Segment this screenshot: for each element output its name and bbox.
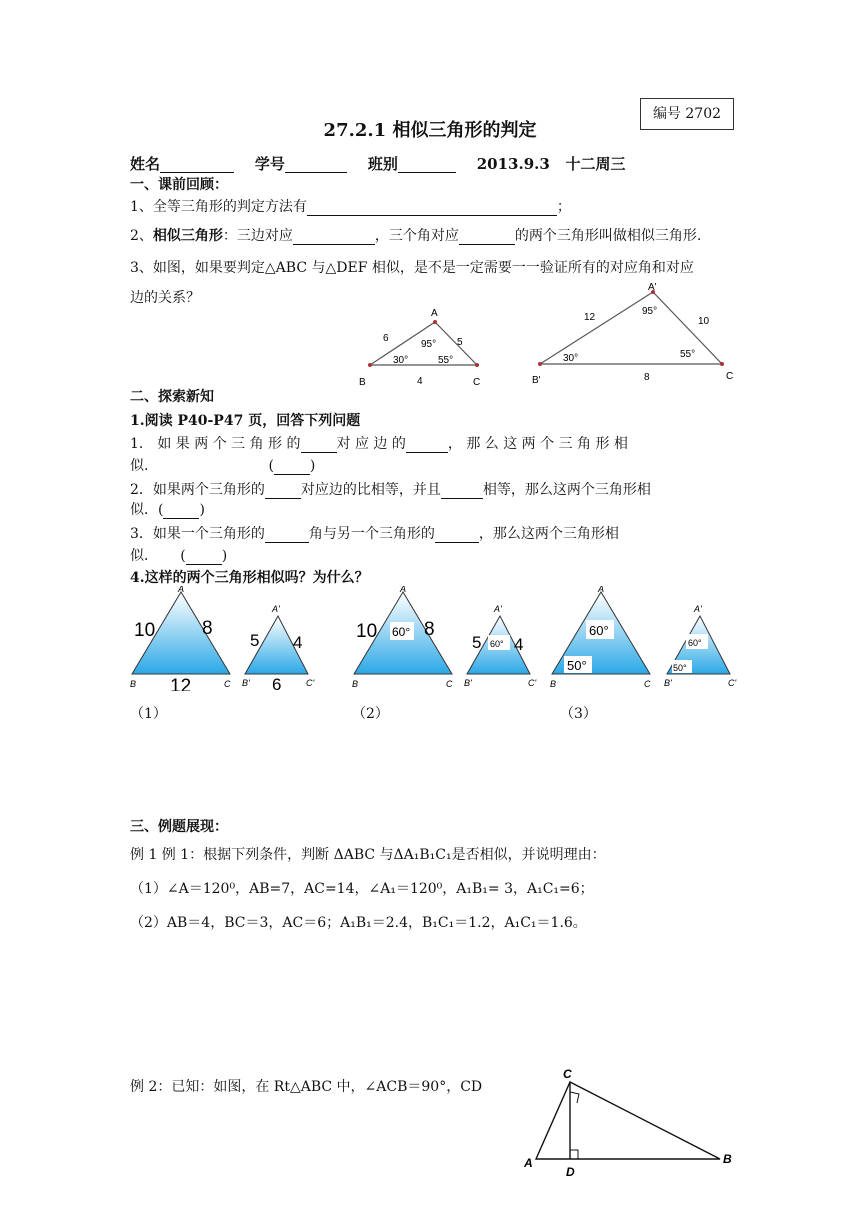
pair-3-small-triangle — [662, 602, 744, 694]
svg-text:8: 8 — [202, 618, 213, 639]
caption-2: （2） — [352, 706, 389, 722]
svg-text:C': C' — [528, 678, 537, 688]
svg-text:60°: 60° — [688, 638, 702, 648]
svg-text:5: 5 — [472, 633, 482, 652]
svg-text:55°: 55° — [438, 355, 454, 366]
svg-text:C': C' — [306, 678, 315, 688]
explore-question-1: 1． 如 果 两 个 三 角 形 的 对 应 边 的 ， 那 么 这 两 个 三 角 形 相 — [130, 436, 628, 452]
svg-text:B: B — [130, 679, 137, 689]
svg-text:60°: 60° — [392, 625, 411, 639]
explore-question-3: 3．如果一个三角形的 角与另一个三角形的 ，那么这两个三角形相 — [130, 526, 619, 542]
example-2-statement: 例 2：已知：如图，在 Rt△ABC 中，∠ACB＝90°，CD — [130, 1079, 483, 1095]
caption-1: （1） — [130, 706, 167, 722]
svg-text:12: 12 — [170, 676, 192, 691]
svg-text:60°: 60° — [589, 623, 609, 638]
pair-3-large-triangle — [548, 586, 658, 691]
svg-text:B: B — [352, 679, 359, 689]
svg-text:4: 4 — [293, 633, 303, 652]
explore-question-2: 2．如果两个三角形的 对应边的比相等，并且 相等，那么这两个三角形相 — [130, 482, 651, 498]
svg-text:A: A — [400, 586, 407, 594]
svg-text:B: B — [723, 1152, 732, 1166]
svg-text:A': A' — [494, 604, 502, 614]
svg-text:8: 8 — [644, 372, 650, 383]
svg-text:C: C — [446, 679, 453, 689]
svg-text:12: 12 — [584, 312, 596, 323]
svg-text:C: C — [563, 1067, 572, 1081]
svg-text:C: C — [726, 371, 734, 382]
svg-text:6: 6 — [383, 333, 389, 344]
svg-text:C: C — [224, 679, 231, 689]
svg-text:A: A — [178, 586, 185, 594]
svg-text:B': B' — [664, 678, 672, 688]
pair-1-large-triangle — [128, 586, 238, 691]
svg-text:B: B — [359, 377, 366, 388]
svg-text:50°: 50° — [567, 658, 587, 673]
svg-text:A': A' — [694, 604, 702, 614]
triangle-abc-figure — [355, 302, 495, 392]
svg-text:95°: 95° — [642, 306, 658, 317]
section-2-heading: 二、探索新知 — [130, 389, 214, 405]
review-question-1: 1、全等三角形的判定方法有 ； — [130, 199, 571, 215]
document-code-box: 编号 2702 — [640, 98, 734, 130]
page-title: 27.2.1 相似三角形的判定 — [323, 120, 537, 141]
svg-text:B': B' — [242, 678, 250, 688]
triangle-def-figure — [528, 282, 743, 388]
svg-text:10: 10 — [356, 621, 378, 642]
svg-text:5: 5 — [250, 631, 260, 650]
explore-question-4: 4.这样的两个三角形相似吗？为什么？ — [130, 570, 369, 586]
example-1-condition-2: （2）AB＝4，BC＝3，AC＝6；A₁B₁＝2.4，B₁C₁＝1.2，A₁C₁＝1.6。 — [130, 915, 587, 931]
svg-text:60°: 60° — [490, 639, 504, 649]
reading-task: 1.阅读 P40-P47 页，回答下列问题 — [130, 413, 361, 429]
review-question-3: 3、如图，如果要判定△ABC 与△DEF 相似，是不是一定需要一一验证所有的对应角和对应 — [130, 260, 694, 276]
svg-text:6: 6 — [272, 675, 282, 694]
right-triangle-figure — [518, 1066, 744, 1178]
svg-text:C: C — [644, 679, 651, 689]
svg-text:B': B' — [532, 375, 541, 386]
svg-text:95°: 95° — [421, 339, 437, 350]
review-question-3-cont: 边的关系？ — [130, 290, 200, 306]
explore-question-2-cont: 似．( ) — [130, 502, 205, 518]
caption-3: （3） — [560, 706, 597, 722]
pair-2-small-triangle — [462, 602, 542, 694]
svg-text:4: 4 — [417, 376, 423, 387]
section-3-heading: 三、例题展现： — [130, 819, 228, 835]
pair-1-small-triangle — [240, 602, 320, 694]
explore-question-3-cont: 似． ( ) — [130, 548, 228, 564]
svg-text:B': B' — [464, 678, 472, 688]
explore-question-1-cont: 似. ( ) — [130, 458, 316, 474]
svg-text:D: D — [566, 1165, 575, 1178]
svg-text:8: 8 — [424, 619, 435, 640]
section-1-heading: 一、课前回顾： — [130, 177, 228, 193]
svg-text:4: 4 — [514, 635, 524, 654]
svg-text:30°: 30° — [393, 355, 409, 366]
svg-text:C': C' — [728, 678, 737, 688]
svg-text:10: 10 — [134, 620, 156, 641]
student-info-line: 姓名 学号 班别 2013.9.3 十二周三 — [130, 155, 626, 173]
svg-text:A: A — [431, 308, 438, 319]
example-1-statement: 例 1 例 1：根据下列条件，判断 ΔABC 与ΔA₁B₁C₁是否相似，并说明理由： — [130, 847, 606, 863]
svg-text:C: C — [473, 377, 481, 388]
svg-text:10: 10 — [698, 316, 710, 327]
svg-text:A': A' — [272, 604, 280, 614]
example-1-condition-1: （1）∠A＝120⁰，AB=7，AC=14，∠A₁＝120⁰，A₁B₁= 3，A₁C₁=6； — [130, 881, 594, 897]
pair-2-large-triangle — [350, 586, 460, 691]
svg-text:30°: 30° — [563, 353, 579, 364]
svg-text:A: A — [524, 1156, 533, 1170]
review-question-2: 2、相似三角形：三边对应 ，三个角对应 的两个三角形叫做相似三角形. — [130, 228, 702, 244]
svg-text:A': A' — [648, 282, 657, 293]
svg-text:55°: 55° — [680, 349, 696, 360]
svg-text:5: 5 — [457, 337, 463, 348]
svg-text:B: B — [550, 679, 557, 689]
svg-text:50°: 50° — [673, 663, 687, 673]
svg-text:A: A — [598, 586, 605, 594]
